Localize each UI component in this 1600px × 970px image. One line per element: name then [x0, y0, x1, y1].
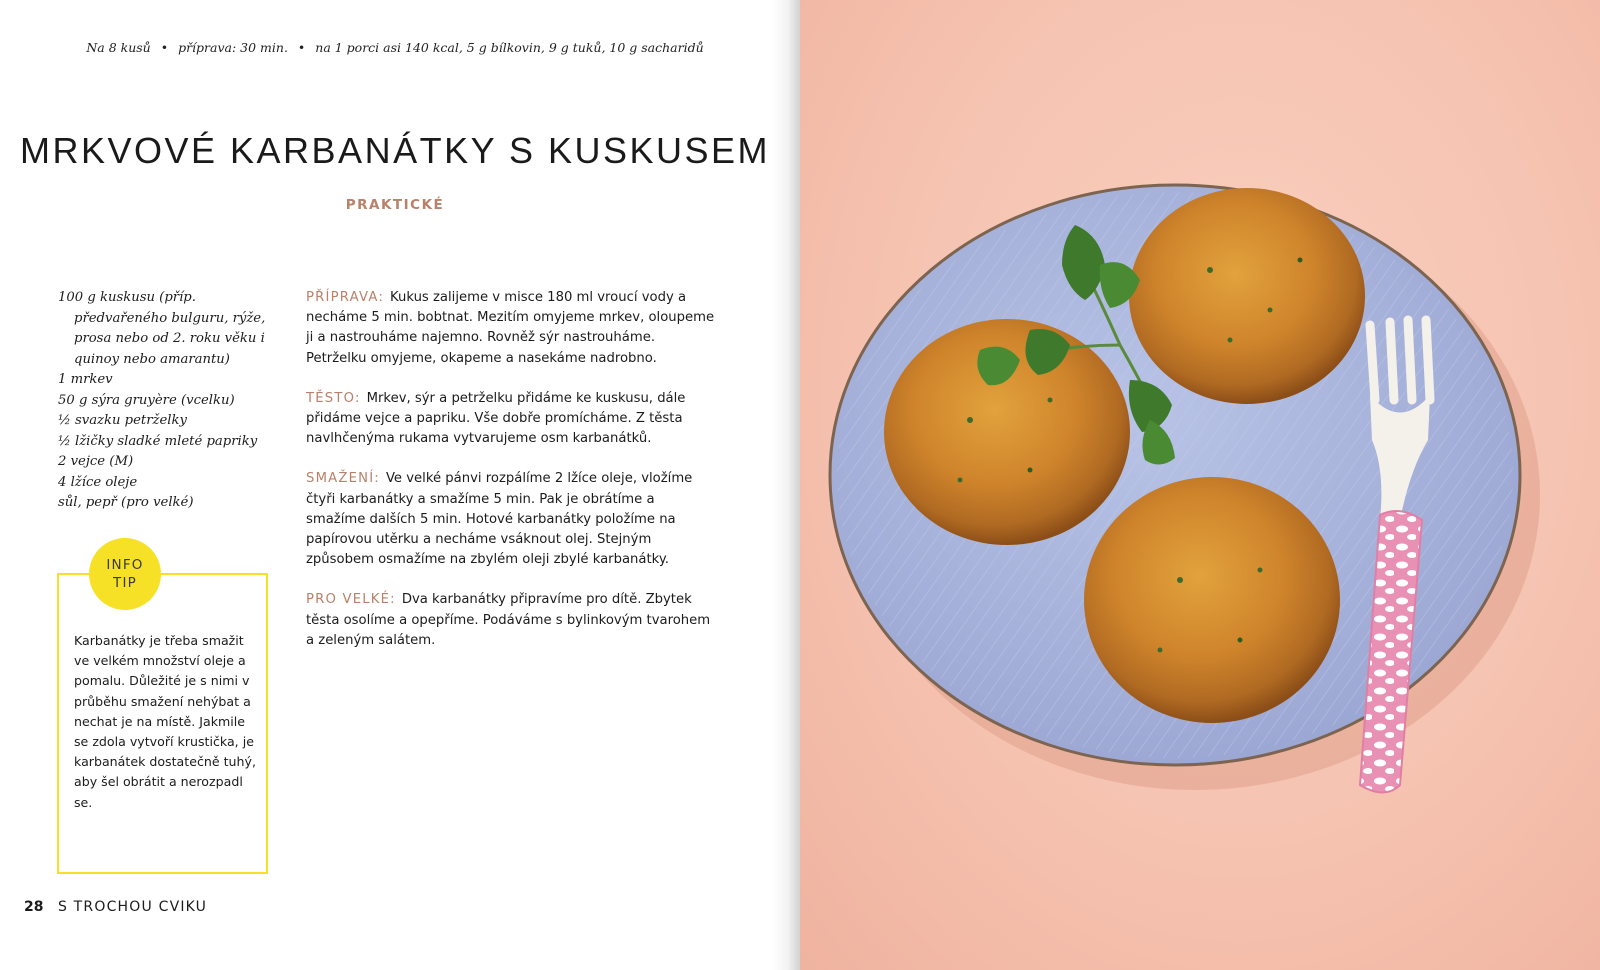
ingredient-item: sůl, pepř (pro velké) — [58, 495, 194, 510]
recipe-prep-time: příprava: 30 min. — [178, 40, 288, 55]
page-footer — [24, 899, 207, 915]
patty-top-right — [1129, 188, 1365, 404]
step-text: Ve velké pánvi rozpálíme 2 lžíce oleje, vložíme čtyři karbanátky a smažíme 5 min. Pak je obrátíme a smažíme dalších 5 min. Hotové karbanátky položíme na papírovou utěrku a necháme vsáknout olej. Stejným způsobem osmažíme na zbylém oleji zbylé karbanátky. — [306, 471, 693, 568]
ingredient-item: 50 g sýra gruyère (vcelku) — [58, 392, 235, 408]
ingredient-item: ½ svazku petrželky — [58, 413, 187, 428]
food-photo — [800, 0, 1600, 970]
section-name: S TROCHOU CVIKU — [57, 899, 208, 915]
recipe-yield: Na 8 kusů — [86, 40, 151, 55]
ingredient-item: 1 mrkev — [58, 372, 113, 387]
info-tip-badge-line: INFO — [106, 557, 144, 573]
recipe-title: MRKVOVÉ KARBANÁTKY S KUSKUSEM — [19, 130, 770, 171]
right-page-photo — [800, 0, 1600, 970]
step-label: TĚSTO: — [306, 390, 361, 406]
book-gutter — [772, 0, 800, 970]
info-tip-badge-line: TIP — [113, 575, 137, 591]
separator-dot: • — [160, 40, 169, 55]
ingredient-item: 2 vejce (M) — [58, 454, 134, 469]
step-text: Mrkev, sýr a petrželku přidáme ke kuskusu, dále přidáme vejce a papriku. Vše dobře promícháme. Z těsta navlhčenýma rukama vytvarujeme osm karbanátků. — [306, 390, 686, 447]
step-text: Kukus zalijeme v misce 180 ml vroucí vody a necháme 5 min. bobtnat. Mezitím omyjeme mrkev, oloupeme ji a nastrouháme najemno. Rovněž sýr nastrouháme. Petrželku omyjeme, okapeme a nasekáme nadrobno. — [306, 290, 715, 366]
instructions — [306, 288, 716, 671]
ingredients-list — [58, 288, 288, 514]
patty-bottom — [1084, 477, 1340, 723]
step-label: SMAŽENÍ: — [306, 471, 380, 487]
step-for-adults — [306, 590, 716, 651]
step-frying — [306, 469, 716, 570]
info-tip-badge — [89, 538, 161, 610]
recipe-nutrition: na 1 porci asi 140 kcal, 5 g bílkovin, 9 g tuků, 10 g sacharidů — [315, 40, 704, 55]
ingredient-item: 100 g kuskusu (příp. předvařeného bulguru, rýže, prosa nebo od 2. roku věku i quinoy nebo amarantu) — [58, 290, 266, 367]
step-preparation — [306, 288, 716, 369]
step-label: PŘÍPRAVA: — [306, 290, 384, 305]
recipe-category: PRAKTICKÉ — [345, 197, 445, 213]
info-tip-text: Karbanátky je třeba smažit ve velkém množství oleje a pomalu. Důležité je s nimi v průběhu smažení nehýbat a nechat je na místě. Jakmile se zdola vytvoří krustička, je karbanátek dostatečně tuhý, aby šel obrátit a nerozpadl se. — [74, 633, 256, 810]
recipe-meta-line — [0, 40, 790, 55]
step-text: Dva karbanátky připravíme pro dítě. Zbytek těsta osolíme a opepříme. Podáváme s bylinkovým tvarohem a zeleným salátem. — [306, 592, 711, 648]
step-label: PRO VELKÉ: — [306, 592, 396, 608]
ingredient-item: ½ lžičky sladké mleté papriky — [58, 433, 258, 449]
separator-dot: • — [297, 40, 306, 55]
ingredient-item: 4 lžíce oleje — [58, 474, 138, 490]
page-number: 28 — [24, 899, 44, 915]
step-dough — [306, 389, 716, 450]
